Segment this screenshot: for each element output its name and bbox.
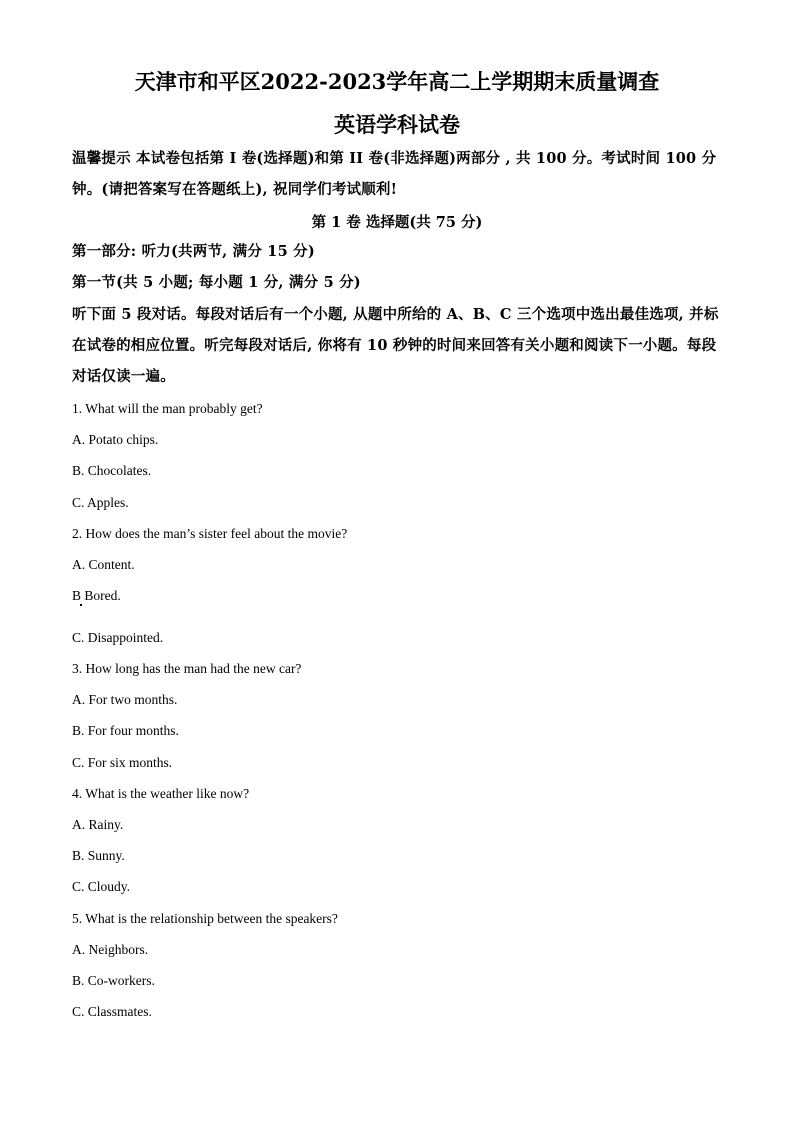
part-heading: 第一部分: 听力(共两节, 满分 15 分) (72, 243, 315, 260)
question-option: C. Classmates. (72, 1004, 152, 1019)
question-option: B. Co-workers. (72, 973, 155, 988)
exam-title: 天津市和平区2022-2023学年高二上学期期末质量调查 (134, 69, 660, 94)
exam-subtitle: 英语学科试卷 (334, 112, 460, 137)
question-stem: 2. How does the man’s sister feel about the movie? (72, 526, 348, 541)
notice-text: 温馨提示 本试卷包括第 I 卷(选择题)和第 II 卷(非选择题)两部分 , 共 100 分。考试时间 100 分钟。(请把答案写在答题纸上), 祝同学们考试顺利! (72, 150, 717, 198)
question-option: C. For six months. (72, 755, 173, 770)
directions-text: 听下面 5 段对话。每段对话后有一个小题, 从题中所给的 A、B、C 三个选项中选出最佳选项, 并标在试卷的相应位置。听完每段对话后, 你将有 10 秒钟的时间来回答有关小题和阅读下一小题。每段对话仅读一遍。 (72, 306, 719, 385)
question-stem: 4. What is the weather like now? (72, 786, 250, 801)
volume-heading: 第 1 卷 选择题(共 75 分) (311, 214, 483, 231)
question-option: B. Chocolates. (72, 463, 152, 478)
question-option: B. Sunny. (72, 848, 125, 863)
question-option: A. For two months. (72, 692, 178, 707)
question-option: C. Cloudy. (72, 879, 131, 894)
question-option: C. Apples. (72, 495, 129, 510)
question-option: A. Potato chips. (72, 432, 159, 447)
stray-dot-mark (80, 604, 82, 606)
question-option: B Bored. (72, 588, 121, 603)
question-option: A. Neighbors. (72, 942, 149, 957)
question-option: B. For four months. (72, 723, 179, 738)
question-stem: 3. How long has the man had the new car? (72, 661, 302, 676)
question-option: A. Content. (72, 557, 135, 572)
question-option: A. Rainy. (72, 817, 124, 832)
question-option: C. Disappointed. (72, 630, 164, 645)
question-stem: 5. What is the relationship between the speakers? (72, 911, 338, 926)
question-stem: 1. What will the man probably get? (72, 401, 263, 416)
section-heading: 第一节(共 5 小题; 每小题 1 分, 满分 5 分) (72, 274, 361, 291)
